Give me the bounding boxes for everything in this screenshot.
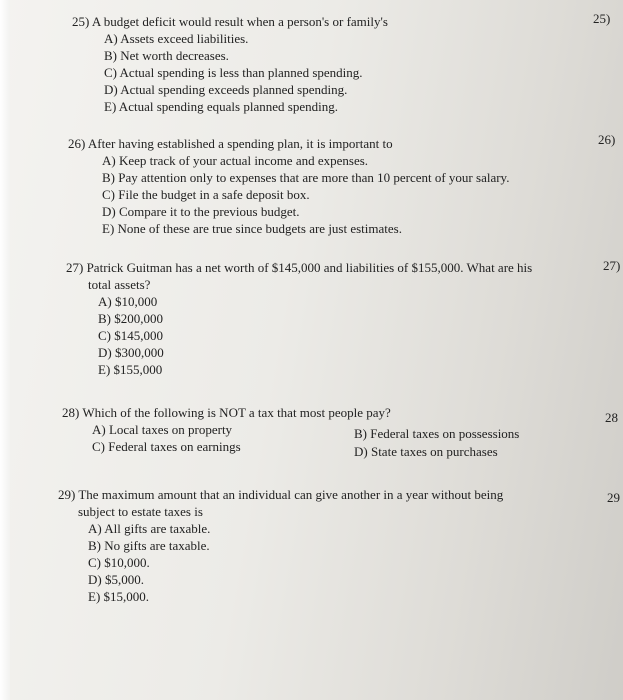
option-c: C) Actual spending is less than planned spending. <box>104 65 363 80</box>
option-a: A) All gifts are taxable. <box>88 521 211 536</box>
question-stem-continued: total assets? <box>88 277 151 292</box>
question-stem: 28) Which of the following is NOT a tax that most people pay? <box>62 405 391 420</box>
option-b: B) Federal taxes on possessions <box>354 426 520 441</box>
option-b: B) No gifts are taxable. <box>88 538 210 553</box>
option-e: E) $15,000. <box>88 589 150 604</box>
question-stem: 27) Patrick Guitman has a net worth of $145,000 and liabilities of $155,000. What are his <box>66 260 533 275</box>
option-c: C) Federal taxes on earnings <box>92 439 241 454</box>
option-e: E) $155,000 <box>98 362 163 377</box>
option-a: A) Assets exceed liabilities. <box>104 31 249 46</box>
option-d: D) Compare it to the previous budget. <box>102 204 300 219</box>
question-stem-continued: subject to estate taxes is <box>78 504 203 519</box>
question-27 <box>66 259 532 378</box>
page-left-edge <box>0 0 10 700</box>
option-c: C) File the budget in a safe deposit box. <box>102 187 310 202</box>
margin-number-26: 26) <box>598 132 616 147</box>
margin-number-29: 29 <box>607 490 620 505</box>
option-a: A) $10,000 <box>98 294 158 309</box>
option-a: A) Keep track of your actual income and expenses. <box>102 153 369 168</box>
question-stem: 29) The maximum amount that an individual can give another in a year without being <box>58 487 504 502</box>
option-a: A) Local taxes on property <box>92 422 233 437</box>
margin-number-27: 27) <box>603 258 621 273</box>
question-stem: 26) After having established a spending plan, it is important to <box>68 136 393 151</box>
option-e: E) None of these are true since budgets are just estimates. <box>102 221 402 236</box>
option-d: D) $300,000 <box>98 345 164 360</box>
question-25 <box>72 13 388 115</box>
option-b: B) Net worth decreases. <box>104 48 229 63</box>
option-d: D) Actual spending exceeds planned spending. <box>104 82 348 97</box>
option-d: D) State taxes on purchases <box>354 444 498 459</box>
question-28 <box>62 404 520 459</box>
option-e: E) Actual spending equals planned spending. <box>104 99 338 114</box>
question-stem: 25) A budget deficit would result when a person's or family's <box>72 14 388 29</box>
option-c: C) $10,000. <box>88 555 150 570</box>
question-29 <box>58 486 503 605</box>
question-26 <box>68 135 509 237</box>
margin-number-25: 25) <box>593 11 611 26</box>
option-d: D) $5,000. <box>88 572 144 587</box>
option-c: C) $145,000 <box>98 328 163 343</box>
margin-number-28: 28 <box>605 410 618 425</box>
option-b: B) Pay attention only to expenses that are more than 10 percent of your salary. <box>102 170 510 185</box>
option-b: B) $200,000 <box>98 311 163 326</box>
